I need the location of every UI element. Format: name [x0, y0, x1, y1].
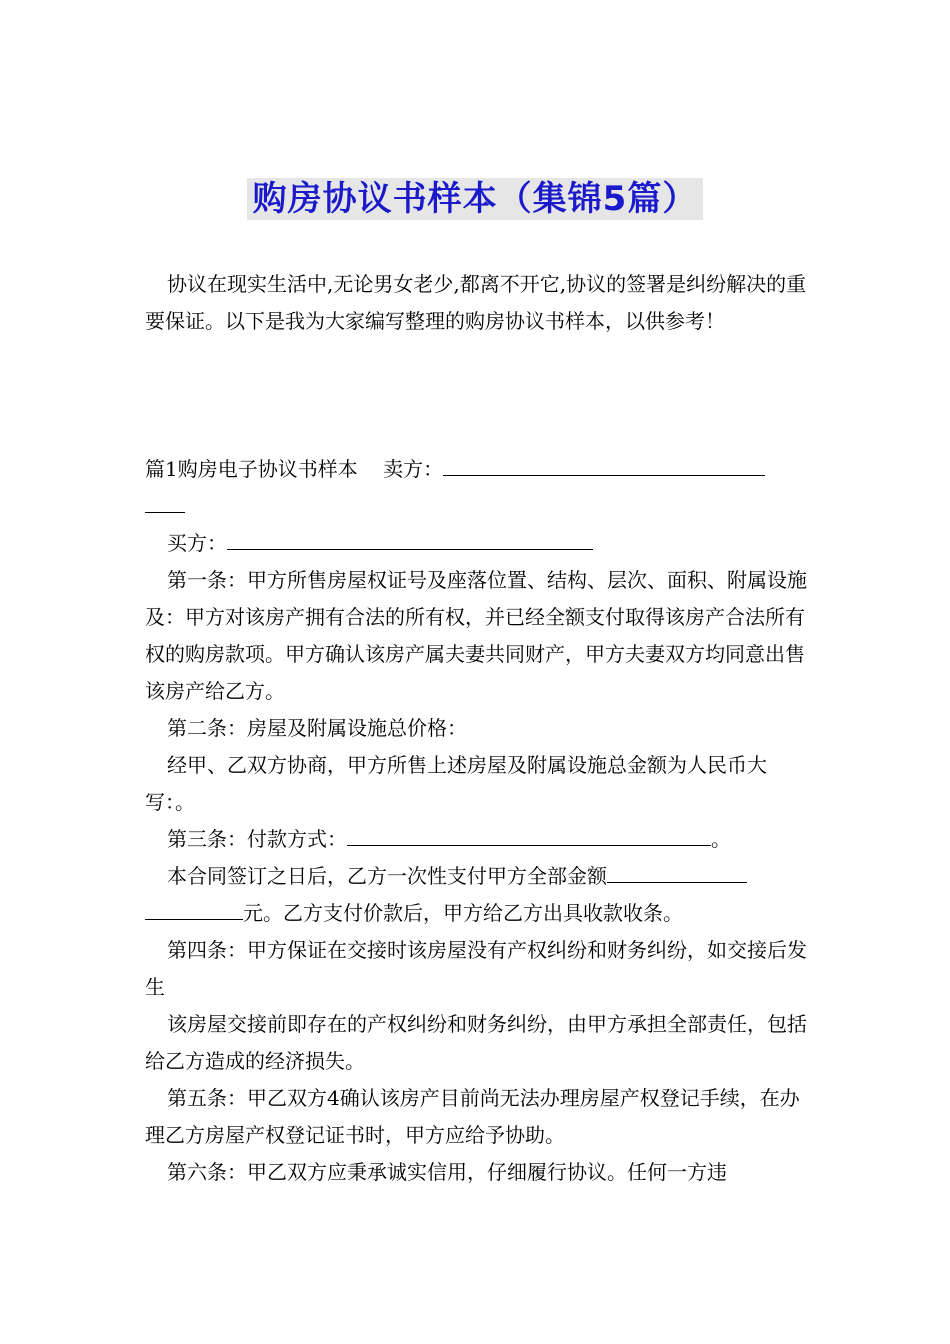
section-heading: 篇1购房电子协议书样本 [145, 457, 358, 481]
article-3-line [145, 821, 810, 858]
buyer-label: 买方： [167, 531, 227, 555]
article-3-label: 第三条：付款方式： [167, 827, 347, 851]
agreement-body [145, 451, 810, 1191]
article-3-detail-b: 元。乙方支付价款后，甲方给乙方出具收款收条。 [243, 901, 683, 925]
article-2-detail: 经甲、乙双方协商，甲方所售上述房屋及附属设施总金额为人民币大写：。 [145, 753, 767, 814]
article-6: 第六条：甲乙双方应秉承诚实信用，仔细履行协议。任何一方违 [167, 1160, 727, 1184]
seller-blank [443, 453, 765, 476]
article-4-detail: 该房屋交接前即存在的产权纠纷和财务纠纷，由甲方承担全部责任，包括给乙方造成的经济损失。 [145, 1012, 807, 1073]
buyer-blank [227, 527, 593, 550]
seller-label: 卖方： [383, 457, 444, 481]
article-1: 第一条：甲方所售房屋权证号及座落位置、结构、层次、面积、附属设施及：甲方对该房产拥有合法的所有权，并已经全额支付取得该房产合法所有权的购房款项。甲方确认该房产属夫妻共同财产，甲方夫妻双方均同意出售该房产给乙方。 [145, 568, 807, 703]
payment-method-blank [347, 823, 711, 846]
title-wrap [0, 178, 950, 220]
intro-text: 协议在现实生活中,无论男女老少,都离不开它,协议的签署是纠纷解决的重要保证。以下是我为大家编写整理的购房协议书样本，以供参考！ [145, 272, 807, 333]
article-3-end: 。 [711, 827, 731, 851]
buyer-line [145, 525, 810, 562]
article-5: 第五条：甲乙双方4确认该房产目前尚无法办理房屋产权登记手续，在办理乙方房屋产权登记证书时，甲方应给予协助。 [145, 1086, 800, 1147]
seller-blank-continuation [145, 488, 810, 525]
seller-blank-cont [145, 490, 185, 513]
article-2: 第二条：房屋及附属设施总价格： [167, 716, 467, 740]
article-3-detail-line2 [145, 895, 810, 932]
intro-paragraph [145, 266, 810, 340]
article-3-detail-line [145, 858, 810, 895]
article-3-detail-a: 本合同签订之日后，乙方一次性支付甲方全部金额 [167, 864, 607, 888]
amount-blank [607, 860, 747, 883]
article-4: 第四条：甲方保证在交接时该房屋没有产权纠纷和财务纠纷，如交接后发生 [145, 938, 807, 999]
amount-blank-cont [145, 897, 243, 920]
section-heading-line [145, 451, 810, 488]
page-title: 购房协议书样本（集锦5篇） [247, 178, 704, 220]
